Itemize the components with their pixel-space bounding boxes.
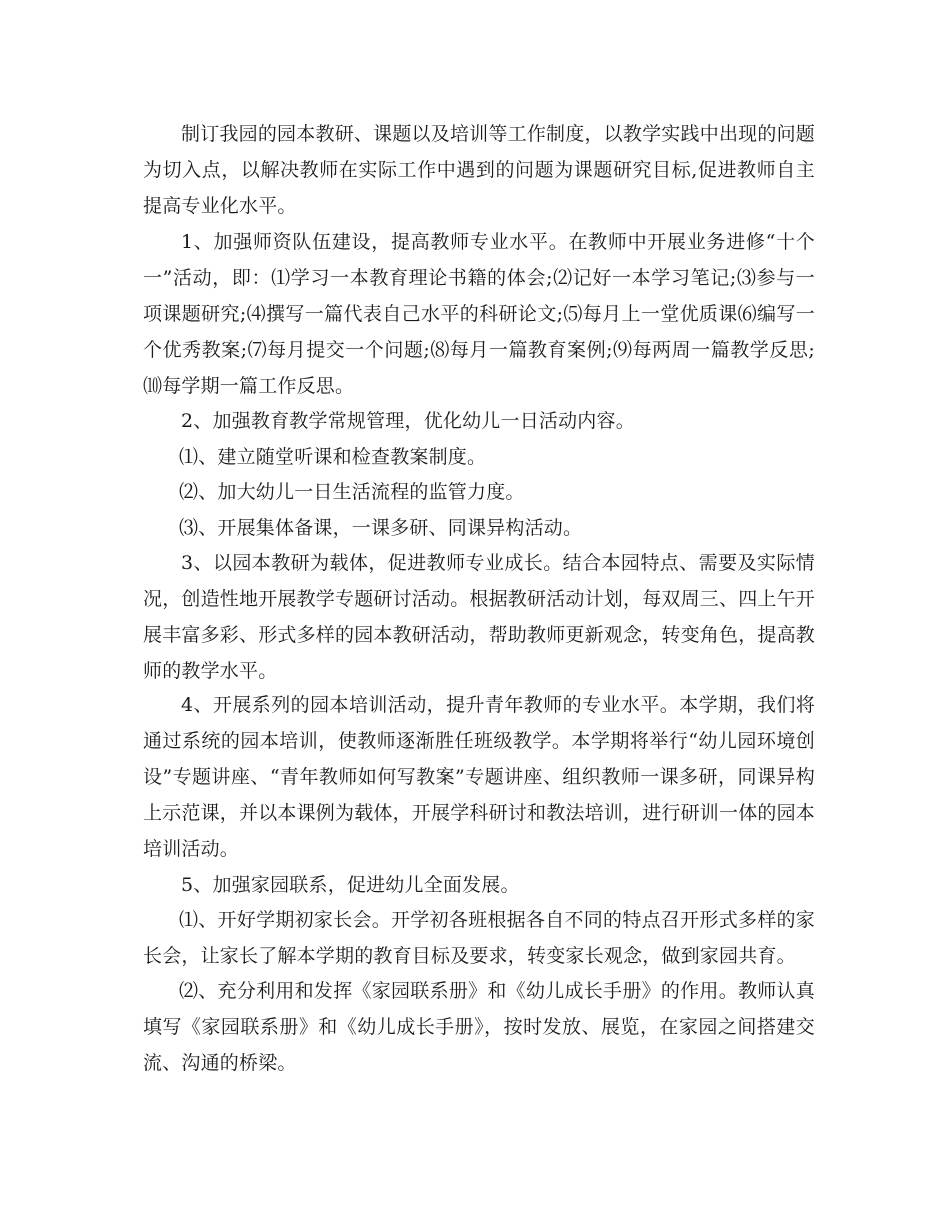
paragraph-section-2: 2、加强教育教学常规管理，优化幼儿一日活动内容。	[181, 410, 635, 432]
paragraph-section-5-item-1: ⑴、开好学期初家长会。开学初各班根据各自不同的特点召开形式多样的家长会，让家长了解本学期的教育目标及要求，转变家长观念，做到家园共育。	[143, 909, 815, 967]
paragraph-section-5-item-2: ⑵、充分利用和发挥《家园联系册》和《幼儿成长手册》的作用。教师认真填写《家园联系册》和《幼儿成长手册》，按时发放、展览，在家园之间搭建交流、沟通的桥梁。	[143, 980, 815, 1074]
paragraph-section-1: 1、加强师资队伍建设，提高教师专业水平。在教师中开展业务进修“十个一”活动，即：⑴学习一本教育理论书籍的体会;⑵记好一本学习笔记;⑶参与一项课题研究;⑷撰写一篇代表自己水平的科研论文;⑸每月上一堂优质课⑹编写一个优秀教案;⑺每月提交一个问题;⑻每月一篇教育案例;⑼每两周一篇教学反思;⑽每学期一篇工作反思。	[143, 231, 815, 397]
paragraph-section-2-item-3: ⑶、开展集体备课，一课多研、同课异构活动。	[179, 517, 583, 539]
paragraph-section-4: 4、开展系列的园本培训活动，提升青年教师的专业水平。本学期，我们将通过系统的园本培训，使教师逐渐胜任班级教学。本学期将举行“幼儿园环境创设”专题讲座、“青年教师如何写教案”专题讲座、组织教师一课多研，同课异构上示范课，并以本课例为载体，开展学科研讨和教法培训，进行研训一体的园本培训活动。	[143, 694, 816, 860]
paragraph-section-5: 5、加强家园联系，促进幼儿全面发展。	[181, 874, 520, 896]
paragraph-section-3: 3、以园本教研为载体，促进教师专业成长。结合本园特点、需要及实际情况，创造性地开展教学专题研讨活动。根据教研活动计划，每双周三、四上午开展丰富多彩、形式多样的园本教研活动，帮助教师更新观念，转变角色，提高教师的教学水平。	[143, 552, 816, 682]
paragraph-intro: 制订我园的园本教研、课题以及培训等工作制度，以教学实践中出现的问题为切入点，以解决教师在实际工作中遇到的问题为课题研究目标,促进教师自主提高专业化水平。	[143, 123, 815, 217]
paragraph-section-2-item-1: ⑴、建立随堂听课和检查教案制度。	[179, 446, 487, 468]
paragraph-section-2-item-2: ⑵、加大幼儿一日生活流程的监管力度。	[179, 481, 525, 503]
